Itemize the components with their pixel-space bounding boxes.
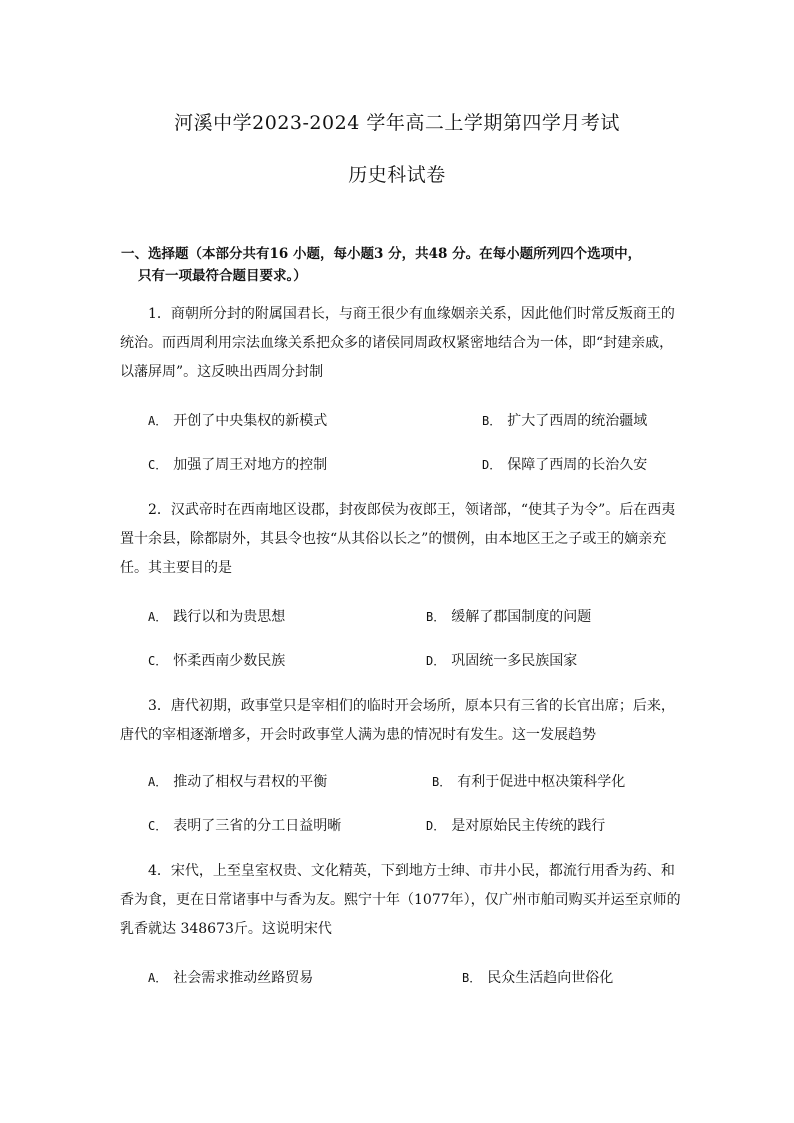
question-3-stem	[120, 692, 695, 750]
exam-subtitle: 历史科试卷	[348, 164, 446, 186]
option-letter: D．	[482, 458, 502, 472]
option-letter: B．	[432, 775, 452, 789]
question-4-stem	[120, 857, 695, 944]
section-heading	[121, 243, 681, 287]
option-text: 保障了西周的长治久安	[507, 457, 648, 473]
option-letter: B．	[482, 414, 502, 428]
option-text: 践行以和为贵思想	[173, 609, 286, 625]
question-3-option-d[interactable]	[426, 816, 605, 836]
option-text: 缓解了郡国制度的问题	[451, 609, 592, 625]
option-letter: A．	[148, 414, 168, 428]
option-letter: C．	[148, 458, 168, 472]
question-3-option-b[interactable]	[432, 772, 625, 792]
option-text: 表明了三省的分工日益明晰	[173, 818, 342, 834]
option-letter: D．	[426, 819, 446, 833]
option-text: 巩固统一多民族国家	[451, 653, 578, 669]
option-letter: C．	[148, 654, 168, 668]
question-2-option-b[interactable]	[426, 607, 591, 627]
section-heading-line1: 一、选择题（本部分共有16 小题，每小题3 分，共48 分。在每小题所列四个选项中，	[121, 246, 642, 262]
option-text: 是对原始民主传统的践行	[451, 818, 606, 834]
question-2-option-a[interactable]	[148, 607, 285, 627]
question-text-line: 任。其主要目的是	[120, 560, 232, 576]
question-1-option-d[interactable]	[482, 455, 647, 475]
question-1-option-b[interactable]	[482, 411, 647, 431]
option-letter: A．	[148, 971, 168, 985]
question-text-line: 香为食，更在日常诸事中与香为友。熙宁十年（1077年），仅广州市舶司购买并运至京师的	[120, 892, 681, 908]
option-letter: A．	[148, 775, 168, 789]
option-text: 有利于促进中枢决策科学化	[457, 774, 626, 790]
exam-title: 河溪中学2023-2024 学年高二上学期第四学月考试	[174, 112, 620, 134]
option-text: 社会需求推动丝路贸易	[173, 970, 314, 986]
question-text-line: 以藩屏周”。这反映出西周分封制	[120, 364, 324, 380]
option-text: 开创了中央集权的新模式	[173, 413, 328, 429]
question-4-option-a[interactable]	[148, 968, 313, 988]
question-2-stem	[120, 496, 695, 583]
question-4-option-b[interactable]	[462, 968, 613, 988]
question-2-option-d[interactable]	[426, 651, 577, 671]
question-1-option-c[interactable]	[148, 455, 327, 475]
question-text-line: 唐代的宰相逐渐增多，开会时政事堂人满为患的情况时有发生。这一发展趋势	[120, 727, 596, 743]
section-heading-line2: 只有一项最符合题目要求。）	[138, 268, 307, 284]
question-text-line: 统治。而西周利用宗法血缘关系把众多的诸侯同周政权紧密地结合为一体，即“封建亲戚，	[120, 335, 674, 351]
question-text-line: 2．汉武帝时在西南地区设郡，封夜郎侯为夜郎王，领诸部，“使其子为令”。后在西夷	[148, 502, 676, 518]
option-letter: A．	[148, 610, 168, 624]
option-letter: C．	[148, 819, 168, 833]
question-3-option-a[interactable]	[148, 772, 327, 792]
option-letter: B．	[462, 971, 482, 985]
question-text-line: 置十余县，除都尉外，其县令也按“从其俗以长之”的惯例，由本地区王之子或王的嫡亲充	[120, 531, 667, 547]
question-3-option-c[interactable]	[148, 816, 341, 836]
option-text: 民众生活趋向世俗化	[487, 970, 614, 986]
question-2-option-c[interactable]	[148, 651, 285, 671]
option-text: 推动了相权与君权的平衡	[173, 774, 328, 790]
question-text-line: 1．商朝所分封的附属国君长，与商王很少有血缘姻亲关系，因此他们时常反叛商王的	[148, 306, 675, 322]
question-text-line: 乳香就达 348673斤。这说明宋代	[120, 921, 332, 937]
option-text: 扩大了西周的统治疆域	[507, 413, 648, 429]
question-1-stem	[120, 300, 695, 387]
option-letter: B．	[426, 610, 446, 624]
option-text: 加强了周王对地方的控制	[173, 457, 328, 473]
option-text: 怀柔西南少数民族	[173, 653, 286, 669]
option-letter: D．	[426, 654, 446, 668]
question-text-line: 4．宋代，上至皇室权贵、文化精英，下到地方士绅、市井小民，都流行用香为药、和	[148, 863, 675, 879]
question-1-option-a[interactable]	[148, 411, 327, 431]
question-text-line: 3．唐代初期，政事堂只是宰相们的临时开会场所，原本只有三省的长官出席；后来，	[148, 698, 675, 714]
